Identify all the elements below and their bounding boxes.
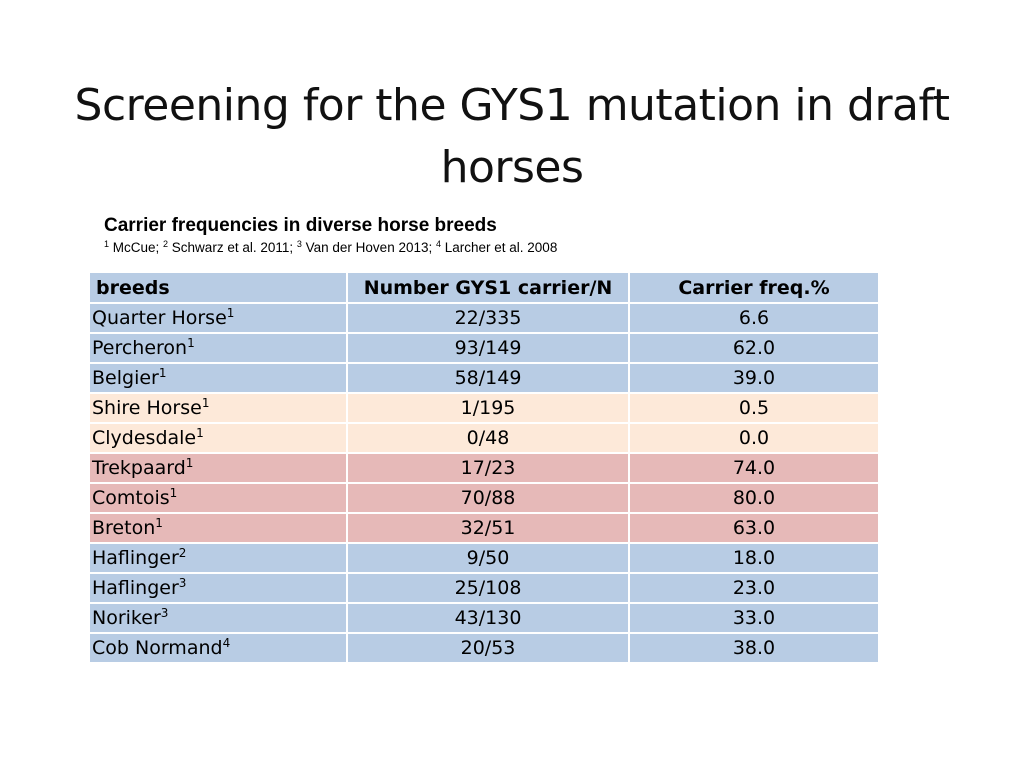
reference-superscript: 1: [155, 516, 163, 530]
slide-title: Screening for the GYS1 mutation in draft horses: [74, 80, 950, 194]
table-header-row: [89, 272, 879, 303]
breed-cell: Comtois$^1$: [89, 483, 347, 513]
carrier-freq-cell: 63.0: [629, 513, 879, 543]
carrier-freq-cell: 0.0: [629, 423, 879, 453]
table-row: [89, 393, 879, 423]
breed-cell: Breton$^1$: [89, 513, 347, 543]
breed-cell: Noriker$^3$: [89, 603, 347, 633]
breed-cell: Quarter Horse$^1$: [89, 303, 347, 333]
breed-cell: Percheron$^1$: [89, 333, 347, 363]
carrier-freq-cell: 0.5: [629, 393, 879, 423]
breed-cell: Trekpaard$^1$: [89, 453, 347, 483]
carrier-frequency-table: [88, 271, 880, 664]
reference-1: $^1$ McCue;: [104, 239, 164, 255]
caption-references: [104, 239, 557, 257]
breed-cell: Haflinger$^2$: [89, 543, 347, 573]
breed-cell: Clydesdale$^1$: [89, 423, 347, 453]
carrier-count-cell: 22/335: [347, 303, 629, 333]
table-row: [89, 423, 879, 453]
reference-superscript: 4: [222, 636, 231, 650]
breed-cell: Haflinger$^3$: [89, 573, 347, 603]
carrier-count-cell: 32/51: [347, 513, 629, 543]
carrier-freq-cell: 33.0: [629, 603, 879, 633]
carrier-count-cell: 43/130: [347, 603, 629, 633]
carrier-count-cell: 20/53: [347, 633, 629, 663]
carrier-count-cell: 1/195: [347, 393, 629, 423]
carrier-freq-cell: 38.0: [629, 633, 879, 663]
reference-superscript: 3: [178, 576, 187, 590]
reference-superscript: 1: [187, 336, 195, 350]
reference-superscript: 1: [226, 306, 235, 320]
carrier-count-cell: 17/23: [347, 453, 629, 483]
carrier-freq-cell: 23.0: [629, 573, 879, 603]
header-carrier-freq: Carrier freq.%: [629, 272, 879, 303]
reference-superscript: 1: [158, 366, 167, 380]
table-row: [89, 453, 879, 483]
reference-superscript: 1: [185, 456, 194, 470]
carrier-freq-cell: 74.0: [629, 453, 879, 483]
carrier-freq-cell: 18.0: [629, 543, 879, 573]
reference-superscript: 2: [178, 546, 187, 560]
reference-3: $^3$ Van der Hoven 2013;: [296, 239, 436, 255]
carrier-count-cell: 9/50: [347, 543, 629, 573]
breed-cell: Belgier$^1$: [89, 363, 347, 393]
reference-superscript: 1: [196, 426, 204, 440]
table-row: [89, 633, 879, 663]
carrier-count-cell: 0/48: [347, 423, 629, 453]
carrier-freq-cell: 80.0: [629, 483, 879, 513]
carrier-count-cell: 25/108: [347, 573, 629, 603]
header-carrier-count: Number GYS1 carrier/N: [347, 272, 629, 303]
table-row: [89, 363, 879, 393]
breed-cell: Shire Horse$^1$: [89, 393, 347, 423]
carrier-freq-cell: 39.0: [629, 363, 879, 393]
table-row: [89, 303, 879, 333]
reference-superscript: 3: [160, 606, 169, 620]
reference-2: $^2$ Schwarz et al. 2011;: [163, 239, 297, 255]
table-row: [89, 573, 879, 603]
header-breeds: breeds: [89, 272, 347, 303]
carrier-count-cell: 70/88: [347, 483, 629, 513]
table-row: [89, 603, 879, 633]
reference-superscript: 1: [201, 396, 210, 410]
reference-4: $^4$ Larcher et al. 2008: [435, 239, 558, 255]
carrier-freq-cell: 62.0: [629, 333, 879, 363]
table-row: [89, 483, 879, 513]
table-caption: [104, 214, 557, 257]
carrier-count-cell: 58/149: [347, 363, 629, 393]
table-row: [89, 333, 879, 363]
table-row: [89, 513, 879, 543]
carrier-count-cell: 93/149: [347, 333, 629, 363]
caption-title: Carrier frequencies in diverse horse breeds: [104, 215, 497, 236]
table-row: [89, 543, 879, 573]
reference-superscript: 1: [169, 486, 178, 500]
breed-cell: Cob Normand$^4$: [89, 633, 347, 663]
carrier-freq-cell: 6.6: [629, 303, 879, 333]
